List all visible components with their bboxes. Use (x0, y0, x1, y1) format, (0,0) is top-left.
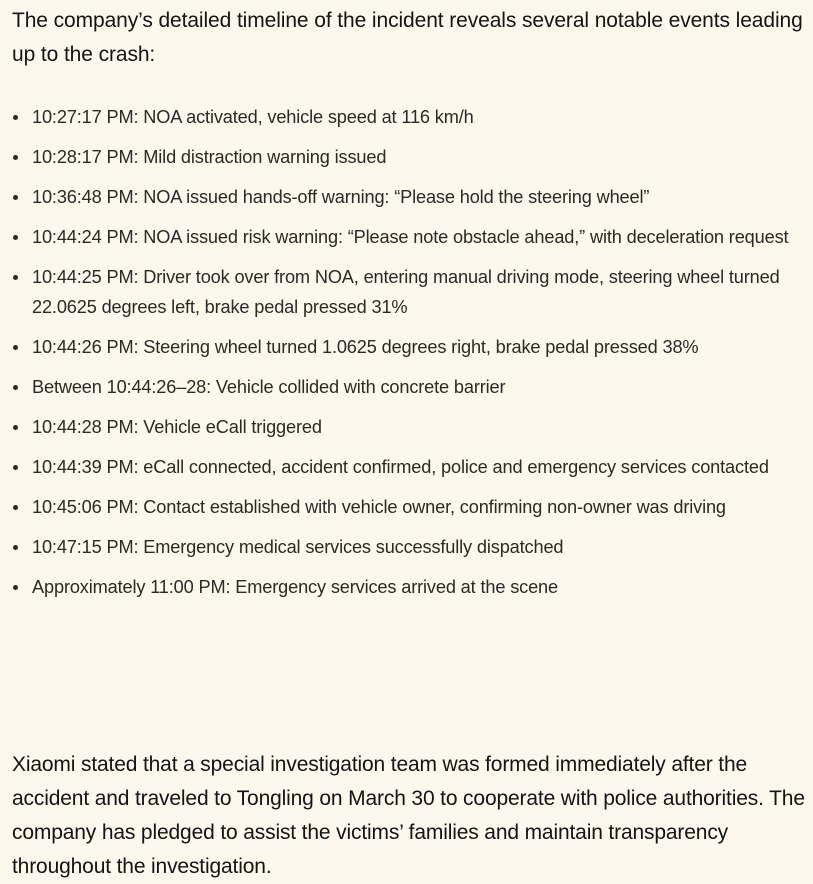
timeline-item (12, 222, 813, 252)
timeline-item-text: 10:44:26 PM: Steering wheel turned 1.0625 degrees right, brake pedal pressed 38% (32, 337, 699, 357)
timeline-item (12, 262, 813, 322)
timeline-item-text: Between 10:44:26–28: Vehicle collided with concrete barrier (32, 377, 506, 397)
timeline-item-text: 10:47:15 PM: Emergency medical services successfully dispatched (32, 537, 564, 557)
bullet-icon (13, 545, 18, 550)
timeline-item (12, 572, 813, 602)
incident-timeline-list (12, 102, 813, 612)
timeline-item (12, 372, 813, 402)
timeline-item (12, 412, 813, 442)
timeline-item-text: 10:45:06 PM: Contact established with vehicle owner, confirming non-owner was driving (32, 497, 726, 517)
timeline-item (12, 532, 813, 562)
timeline-item-text: Approximately 11:00 PM: Emergency services arrived at the scene (32, 577, 558, 597)
intro-paragraph: The company’s detailed timeline of the incident reveals several notable events leading up to the crash: (12, 9, 803, 66)
bullet-icon (13, 465, 18, 470)
bullet-icon (13, 275, 18, 280)
timeline-item-text: 10:44:28 PM: Vehicle eCall triggered (32, 417, 322, 437)
timeline-item (12, 332, 813, 362)
article-body (12, 4, 812, 878)
timeline-item (12, 182, 813, 212)
timeline-item-text: 10:28:17 PM: Mild distraction warning issued (32, 147, 387, 167)
timeline-item-text: 10:44:25 PM: Driver took over from NOA, entering manual driving mode, steering wheel turned 22.0625 degrees left, brake pedal pressed 31% (32, 267, 780, 317)
timeline-item (12, 492, 813, 522)
timeline-item (12, 452, 813, 482)
timeline-item (12, 102, 813, 132)
bullet-icon (13, 115, 18, 120)
bullet-icon (13, 345, 18, 350)
timeline-item-text: 10:27:17 PM: NOA activated, vehicle speed at 116 km/h (32, 107, 474, 127)
bullet-icon (13, 505, 18, 510)
bullet-icon (13, 235, 18, 240)
timeline-item-text: 10:44:39 PM: eCall connected, accident confirmed, police and emergency services contacted (32, 457, 769, 477)
bullet-icon (13, 425, 18, 430)
bullet-icon (13, 195, 18, 200)
bullet-icon (13, 585, 18, 590)
timeline-item-text: 10:36:48 PM: NOA issued hands-off warning: “Please hold the steering wheel” (32, 187, 650, 207)
bullet-icon (13, 155, 18, 160)
bullet-icon (13, 385, 18, 390)
timeline-item (12, 142, 813, 172)
timeline-item-text: 10:44:24 PM: NOA issued risk warning: “Please note obstacle ahead,” with deceleration request (32, 227, 789, 247)
closing-paragraph: Xiaomi stated that a special investigation team was formed immediately after the accident and traveled to Tongling on March 30 to cooperate with police authorities. The company has pledged to assist the victims’ families and maintain transparency throughout the investigation. (12, 753, 805, 878)
